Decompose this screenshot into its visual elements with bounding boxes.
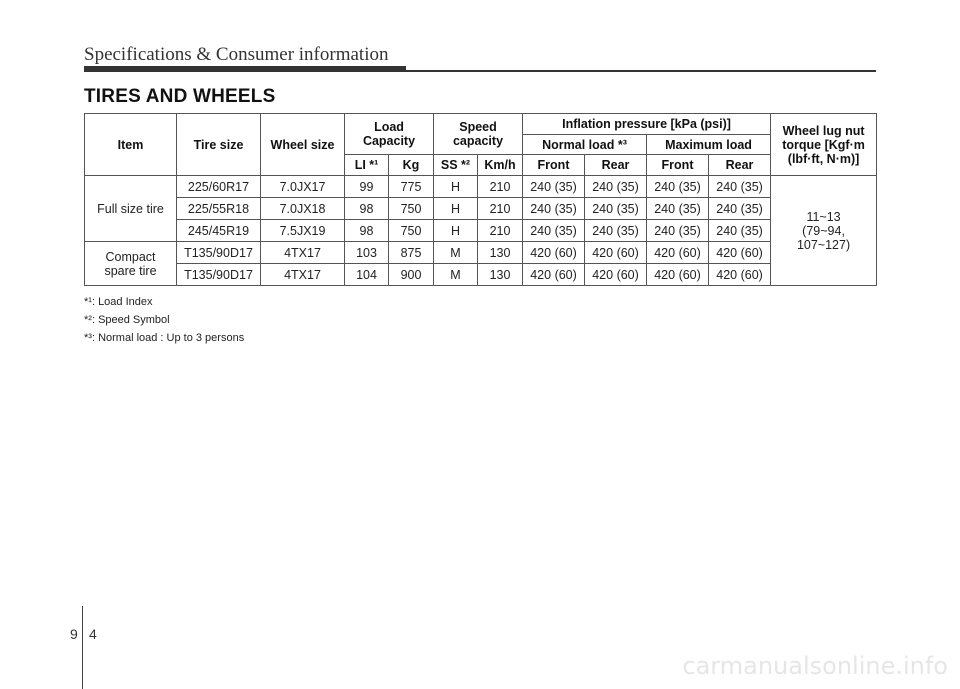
header-item: Item <box>85 114 177 176</box>
kmh-cell: 210 <box>478 220 523 242</box>
ss-cell: H <box>434 198 478 220</box>
max-front-cell: 240 (35) <box>647 198 709 220</box>
table-row <box>85 176 877 198</box>
kmh-cell: 130 <box>478 242 523 264</box>
footnote-text: : Load Index <box>91 296 153 308</box>
wheel-size-cell: 7.0JX18 <box>261 198 345 220</box>
header-max-rear: Rear <box>709 155 771 176</box>
header-normal-load: Normal load *³ <box>523 135 647 155</box>
kg-cell: 900 <box>389 264 434 286</box>
wheel-size-cell: 7.0JX17 <box>261 176 345 198</box>
normal-rear-cell: 420 (60) <box>585 242 647 264</box>
kg-cell: 775 <box>389 176 434 198</box>
header-normal-rear: Rear <box>585 155 647 176</box>
normal-rear-cell: 240 (35) <box>585 176 647 198</box>
tire-size-cell: 245/45R19 <box>177 220 261 242</box>
li-cell: 98 <box>345 198 389 220</box>
footnote-mark: *² <box>84 314 92 326</box>
ss-cell: H <box>434 220 478 242</box>
li-cell: 98 <box>345 220 389 242</box>
max-rear-cell: 240 (35) <box>709 176 771 198</box>
wheel-size-cell: 4TX17 <box>261 242 345 264</box>
page-number: 4 <box>89 626 97 642</box>
page-section-number: 9 <box>70 626 78 642</box>
normal-front-cell: 420 (60) <box>523 264 585 286</box>
footnote-text: : Speed Symbol <box>91 314 170 326</box>
wheel-size-cell: 4TX17 <box>261 264 345 286</box>
max-rear-cell: 240 (35) <box>709 220 771 242</box>
kmh-cell: 130 <box>478 264 523 286</box>
li-cell: 99 <box>345 176 389 198</box>
header-kg: Kg <box>389 155 434 176</box>
header-tire-size: Tire size <box>177 114 261 176</box>
tire-size-cell: T135/90D17 <box>177 242 261 264</box>
wheel-torque-value: 11~13 (79~94, 107~127) <box>771 176 877 286</box>
header-ss: SS *² <box>434 155 478 176</box>
header-maximum-load: Maximum load <box>647 135 771 155</box>
footnote-load-index <box>84 296 153 308</box>
header-normal-front: Front <box>523 155 585 176</box>
table-row <box>85 220 877 242</box>
max-front-cell: 420 (60) <box>647 264 709 286</box>
header-inflation-pressure: Inflation pressure [kPa (psi)] <box>523 114 771 135</box>
table-row <box>85 242 877 264</box>
header-kmh: Km/h <box>478 155 523 176</box>
kg-cell: 750 <box>389 198 434 220</box>
normal-front-cell: 420 (60) <box>523 242 585 264</box>
li-cell: 104 <box>345 264 389 286</box>
kg-cell: 875 <box>389 242 434 264</box>
kmh-cell: 210 <box>478 198 523 220</box>
max-front-cell: 240 (35) <box>647 176 709 198</box>
page-divider <box>82 606 83 689</box>
footnote-mark: *³ <box>84 332 92 344</box>
watermark: carmanualsonline.info <box>682 652 948 680</box>
normal-front-cell: 240 (35) <box>523 176 585 198</box>
section-title: TIRES AND WHEELS <box>84 86 276 107</box>
table-row <box>85 264 877 286</box>
normal-rear-cell: 240 (35) <box>585 220 647 242</box>
footnote-mark: *¹ <box>84 296 92 308</box>
tire-size-cell: 225/60R17 <box>177 176 261 198</box>
ss-cell: H <box>434 176 478 198</box>
wheel-size-cell: 7.5JX19 <box>261 220 345 242</box>
header-speed-capacity: Speed capacity <box>434 114 523 155</box>
normal-rear-cell: 240 (35) <box>585 198 647 220</box>
max-front-cell: 240 (35) <box>647 220 709 242</box>
max-front-cell: 420 (60) <box>647 242 709 264</box>
footnote-text: : Normal load : Up to 3 persons <box>91 332 245 344</box>
ss-cell: M <box>434 264 478 286</box>
group-full-size-tire: Full size tire <box>85 176 177 242</box>
normal-front-cell: 240 (35) <box>523 220 585 242</box>
ss-cell: M <box>434 242 478 264</box>
li-cell: 103 <box>345 242 389 264</box>
header-load-capacity: Load Capacity <box>345 114 434 155</box>
footnote-speed-symbol <box>84 314 170 326</box>
header-wheel-torque: Wheel lug nut torque [Kgf·m (lbf·ft, N·m)] <box>771 114 877 176</box>
tires-wheels-table <box>84 113 877 286</box>
normal-rear-cell: 420 (60) <box>585 264 647 286</box>
footnote-normal-load <box>84 332 244 344</box>
header-wheel-size: Wheel size <box>261 114 345 176</box>
header-max-front: Front <box>647 155 709 176</box>
tire-size-cell: T135/90D17 <box>177 264 261 286</box>
header-li: LI *¹ <box>345 155 389 176</box>
header-rule <box>84 70 876 72</box>
max-rear-cell: 240 (35) <box>709 198 771 220</box>
max-rear-cell: 420 (60) <box>709 242 771 264</box>
header-title: Specifications & Consumer information <box>84 44 389 65</box>
max-rear-cell: 420 (60) <box>709 264 771 286</box>
normal-front-cell: 240 (35) <box>523 198 585 220</box>
table-row <box>85 198 877 220</box>
tire-size-cell: 225/55R18 <box>177 198 261 220</box>
kg-cell: 750 <box>389 220 434 242</box>
group-compact-spare-tire: Compact spare tire <box>85 242 177 286</box>
kmh-cell: 210 <box>478 176 523 198</box>
